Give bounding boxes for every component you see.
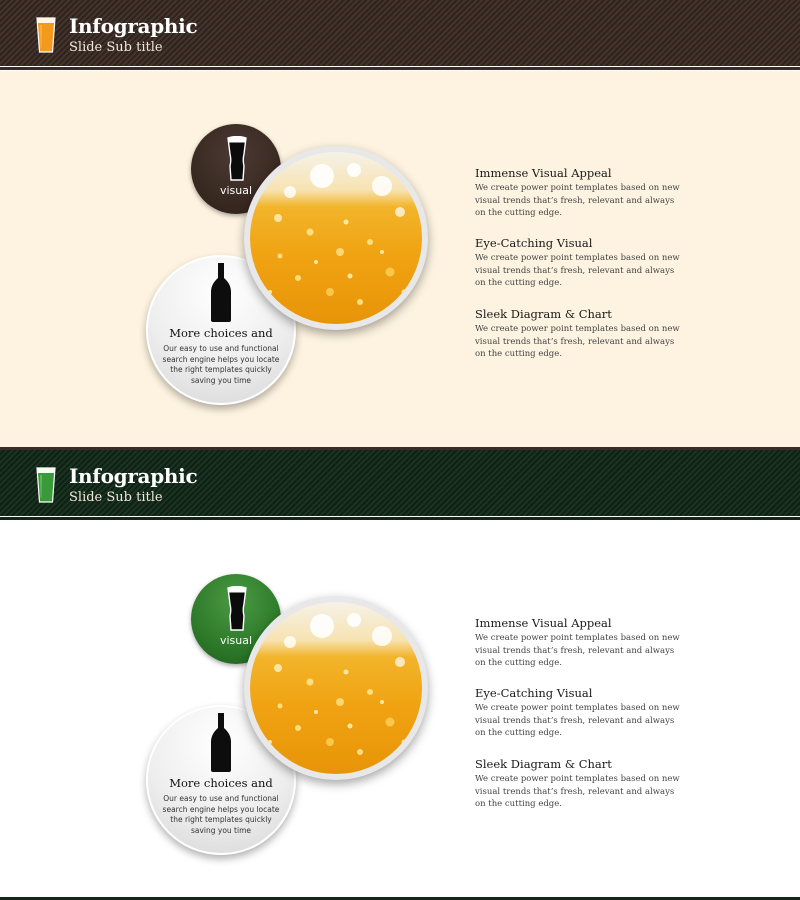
feature-title: Immense Visual Appeal: [475, 616, 612, 630]
beer-photo-circle: [244, 146, 428, 330]
feature-text: We create power point templates based on new visual trends that’s fresh, relevant and always on the cutting edge.: [475, 703, 680, 738]
feature-title: Sleek Diagram & Chart: [475, 307, 612, 321]
info-circle-text: Our easy to use and functional search engine helps you locate the right templates quickly saving you time: [162, 344, 280, 385]
beer-glass-icon: [36, 466, 56, 504]
beer-bubbles-image: [250, 152, 422, 324]
info-circle-heading: More choices and: [169, 776, 273, 790]
beer-photo-circle: [244, 596, 428, 780]
feature-item: [475, 616, 685, 670]
visual-label: visual: [219, 634, 253, 647]
feature-text: We create power point templates based on new visual trends that’s fresh, relevant and always on the cutting edge.: [475, 633, 680, 668]
slide-title: Infographic: [69, 14, 198, 38]
slide-green: [0, 450, 800, 900]
slide-header: [0, 450, 800, 517]
info-circle-heading: More choices and: [169, 326, 273, 340]
feature-title: Eye-Catching Visual: [475, 686, 593, 700]
slide-subtitle: Slide Sub title: [69, 490, 163, 505]
beer-bottle-icon: [209, 262, 233, 322]
slide-subtitle: Slide Sub title: [69, 40, 163, 55]
visual-label: visual: [219, 184, 253, 197]
feature-text: We create power point templates based on new visual trends that’s fresh, relevant and always on the cutting edge.: [475, 324, 680, 359]
slide-header: [0, 0, 800, 67]
feature-item: [475, 686, 685, 740]
feature-item: [475, 236, 685, 290]
info-circle-text: Our easy to use and functional search engine helps you locate the right templates quickly saving you time: [162, 794, 280, 835]
feature-item: [475, 166, 685, 220]
feature-title: Eye-Catching Visual: [475, 236, 593, 250]
feature-text: We create power point templates based on new visual trends that’s fresh, relevant and always on the cutting edge.: [475, 183, 680, 218]
feature-title: Immense Visual Appeal: [475, 166, 612, 180]
pint-glass-icon: [225, 136, 249, 182]
beer-glass-icon: [36, 16, 56, 54]
feature-text: We create power point templates based on new visual trends that’s fresh, relevant and always on the cutting edge.: [475, 774, 680, 809]
feature-item: [475, 757, 685, 811]
beer-bubbles-image: [250, 602, 422, 774]
pint-glass-icon: [225, 586, 249, 632]
feature-item: [475, 307, 685, 361]
beer-bottle-icon: [209, 712, 233, 772]
slide-title: Infographic: [69, 464, 198, 488]
feature-text: We create power point templates based on new visual trends that’s fresh, relevant and always on the cutting edge.: [475, 253, 680, 288]
feature-title: Sleek Diagram & Chart: [475, 757, 612, 771]
